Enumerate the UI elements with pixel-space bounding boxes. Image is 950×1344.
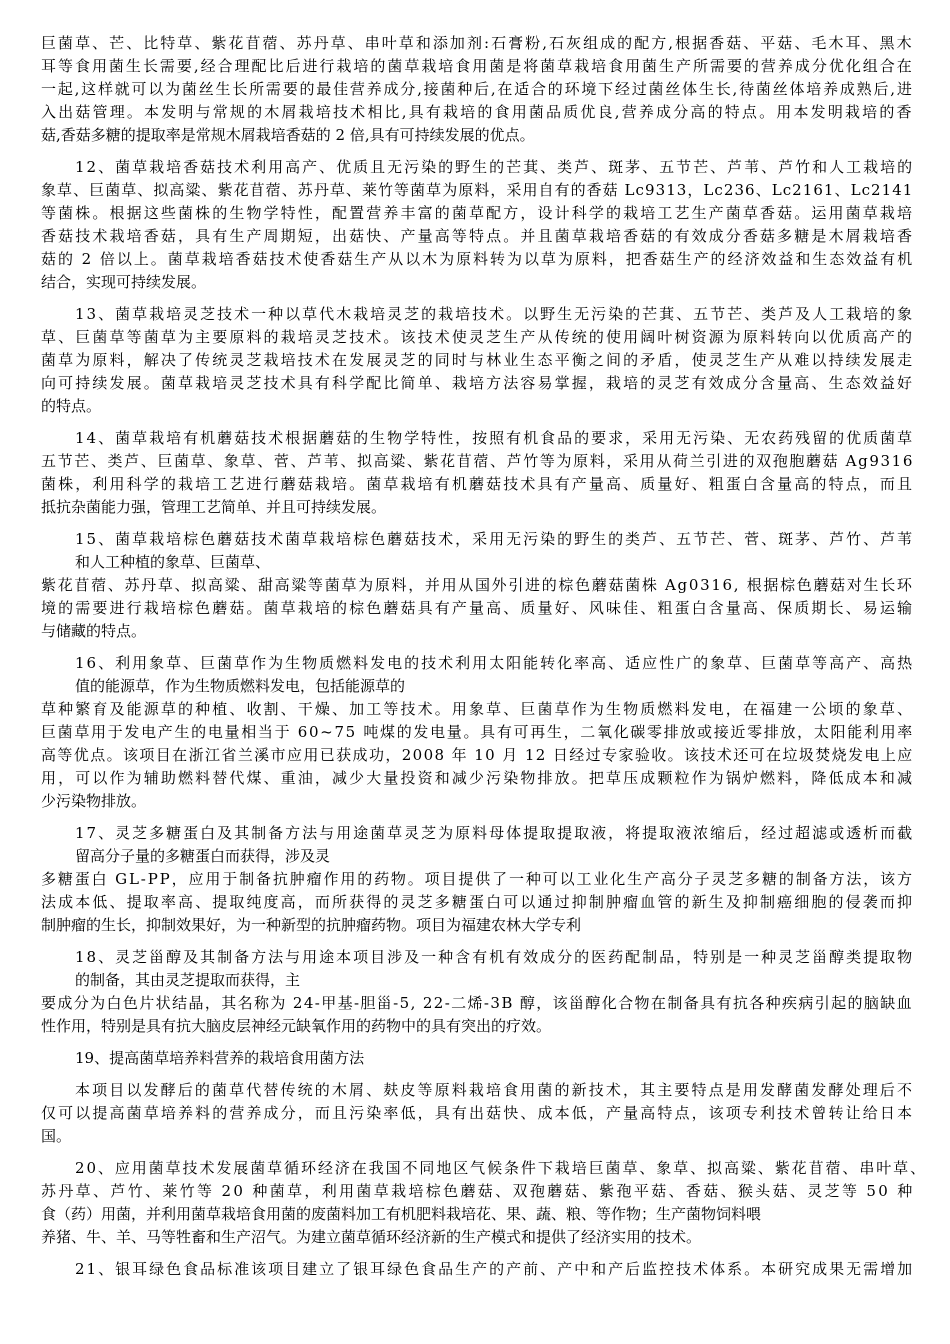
text-line bbox=[0, 821, 950, 845]
text-line-content: 与储藏的特点。 bbox=[41, 622, 147, 640]
text-line-content: 19、提高菌草培养料营养的栽培食用菌方法 bbox=[75, 1049, 365, 1067]
text-line-content: 制肿瘤的生长，抑制效果好，为一种新型的抗肿瘤药物。项目为福建农林大学专利 bbox=[41, 916, 582, 934]
text-line bbox=[0, 619, 950, 643]
text-line bbox=[0, 472, 950, 496]
text-line-content: 留高分子量的多糖蛋白而获得，涉及灵 bbox=[75, 847, 331, 865]
text-line bbox=[0, 743, 950, 767]
text-line-content: 本项目以发酵后的菌草代替传统的木屑、麸皮等原料栽培食用菌的新技术，其主要特点是用发酵菌发酵处理后不 bbox=[75, 1081, 915, 1099]
text-line-content: 的制备，其由灵芝提取而获得，主 bbox=[75, 971, 301, 989]
text-line-content: 等菌株。根据这些菌株的生物学特性，配置营养丰富的菌草配方，设计科学的栽培工艺生产菌草香菇。运用菌草栽培 bbox=[41, 204, 915, 222]
text-line bbox=[0, 890, 950, 914]
text-line-content: 养猪、牛、羊、马等牲畜和生产沼气。为建立菌草循环经济新的生产模式和提供了经济实用的技术。 bbox=[41, 1228, 702, 1246]
text-line-content: 法成本低、提取率高、提取纯度高，而所获得的灵芝多糖蛋白可以通过抑制肿瘤血管的新生及抑制癌细胞的侵袭而抑 bbox=[41, 893, 915, 911]
text-line bbox=[0, 720, 950, 744]
text-line bbox=[0, 302, 950, 326]
text-line-content: 13、菌草栽培灵芝技术一种以草代木栽培灵芝的栽培技术。以野生无污染的芒萁、五节芒、类芦及人工栽培的象 bbox=[75, 305, 915, 323]
text-line-content: 18、灵芝甾醇及其制备方法与用途本项目涉及一种含有机有效成分的医药配制品，特别是一种灵芝甾醇类提取物 bbox=[75, 948, 915, 966]
text-line bbox=[0, 789, 950, 813]
text-line bbox=[0, 426, 950, 450]
text-line bbox=[0, 325, 950, 349]
text-line-content: 菇,香菇多糖的提取率是常规木屑栽培香菇的 2 倍,具有可持续发展的优点。 bbox=[41, 126, 535, 144]
text-line-content: 和人工种植的象草、巨菌草、 bbox=[75, 553, 271, 571]
text-line bbox=[0, 1101, 950, 1125]
text-line bbox=[0, 1179, 950, 1203]
text-line-content: 少污染物排放。 bbox=[41, 792, 147, 810]
text-line bbox=[0, 247, 950, 271]
text-line-content: 21、银耳绿色食品标准该项目建立了银耳绿色食品生产的产前、产中和产后监控技术体系。本研究成果无需增加 bbox=[75, 1260, 915, 1278]
text-line-content: 耳等食用菌生长需要,经合理配比后进行栽培的菌草栽培食用菌是将菌草栽培食用菌生产所需要的营养成分优化组合在 bbox=[41, 57, 914, 75]
text-line bbox=[0, 54, 950, 78]
text-line-content: 16、利用象草、巨菌草作为生物质燃料发电的技术利用太阳能转化率高、适应性广的象草、巨菌草等高产、高热 bbox=[75, 654, 915, 672]
text-line bbox=[0, 527, 950, 551]
text-line-content: 入出菇管理。本发明与常规的木屑栽培技术相比,具有栽培的食用菌品质优良,营养成分高的特点。用本发明栽培的香 bbox=[41, 103, 914, 121]
text-line-content: 值的能源草，作为生物质燃料发电，包括能源草的 bbox=[75, 677, 406, 695]
text-line bbox=[0, 155, 950, 179]
text-line-content: 五节芒、类芦、巨菌草、象草、菅、芦苇、拟高粱、紫花苜蓿、芦竹等为原料，采用从荷兰引进的双孢胞蘑菇 Ag9316 bbox=[41, 452, 915, 470]
text-line-content: 草、巨菌草等菌草为主要原料的栽培灵芝技术。该技术使灵芝生产从传统的使用阔叶树资源为原料转向以优质高产的 bbox=[41, 328, 915, 346]
text-line-content: 15、菌草栽培棕色蘑菇技术菌草栽培棕色蘑菇技术，采用无污染的野生的类芦、五节芒、菅、斑茅、芦竹、芦苇 bbox=[75, 530, 915, 548]
text-line bbox=[0, 867, 950, 891]
text-line bbox=[0, 178, 950, 202]
text-line-content: 紫花苜蓿、苏丹草、拟高粱、甜高粱等菌草为原料，并用从国外引进的棕色蘑菇菌株 Ag0316, 根据棕色蘑菇对生长环 bbox=[41, 576, 914, 594]
text-line bbox=[0, 1078, 950, 1102]
text-line-content: 菌草为原料，解决了传统灵芝栽培技术在发展灵芝的同时与林业生态平衡之间的矛盾，使灵芝生产从难以持续发展走 bbox=[41, 351, 915, 369]
text-line bbox=[0, 945, 950, 969]
text-line bbox=[0, 123, 950, 147]
text-line bbox=[0, 77, 950, 101]
text-line bbox=[0, 1257, 950, 1281]
text-line bbox=[0, 766, 950, 790]
text-line bbox=[0, 270, 950, 294]
text-line-content: 12、菌草栽培香菇技术利用高产、优质且无污染的野生的芒萁、类芦、斑茅、五节芒、芦苇、芦竹和人工栽培的 bbox=[75, 158, 915, 176]
text-line-content: 用，可以作为辅助燃料替代煤、重油，减少大量投资和减少污染物排放。把草压成颗粒作为锅炉燃料，降低成本和减 bbox=[41, 769, 915, 787]
text-line bbox=[0, 371, 950, 395]
text-line-content: 20、应用菌草技术发展菌草循环经济在我国不同地区气候条件下栽培巨菌草、象草、拟高粱、紫花苜蓿、串叶草、 bbox=[75, 1159, 928, 1177]
text-line bbox=[0, 1202, 950, 1226]
text-line bbox=[0, 1124, 950, 1148]
text-line-content: 要成分为白色片状结晶，其名称为 24-甲基-胆甾-5, 22-二烯-3B 醇，该甾醇化合物在制备具有抗各种疾病引起的脑缺血 bbox=[41, 994, 914, 1012]
text-line-content: 向可持续发展。菌草栽培灵芝技术具有科学配比简单、栽培方法容易掌握，栽培的灵芝有效成分含量高、生态效益好 bbox=[41, 374, 915, 392]
text-line-content: 巨菌草、芒、比特草、紫花苜蓿、苏丹草、串叶草和添加剂:石膏粉,石灰组成的配方,根据香菇、平菇、毛木耳、黑木 bbox=[41, 34, 914, 52]
text-line-content: 草种繁育及能源草的种植、收割、干燥、加工等技术。用象草、巨菌草作为生物质燃料发电，在福建一公顷的象草、 bbox=[41, 700, 915, 718]
text-line-content: 境的需要进行栽培棕色蘑菇。菌草栽培的棕色蘑菇具有产量高、质量好、风味佳、粗蛋白含量高、保质期长、易运输 bbox=[41, 599, 915, 617]
text-line-content: 巨菌草用于发电产生的电量相当于 60~75 吨煤的发电量。具有可再生，二氧化碳零排放或接近零排放，太阳能利用率 bbox=[41, 723, 914, 741]
text-line bbox=[0, 1225, 950, 1249]
text-line bbox=[0, 674, 950, 698]
text-line bbox=[0, 1156, 950, 1180]
text-line-content: 高等优点。该项目在浙江省兰溪市应用已获成功，2008 年 10 月 12 日经过专家验收。该技术还可在垃圾焚烧发电上应 bbox=[41, 746, 914, 764]
text-line-content: 一起,这样就可以为菌丝生长所需要的最佳营养成分,接菌种后,在适合的环境下经过菌丝体生长,待菌丝体培养成熟后,进 bbox=[41, 80, 914, 98]
text-line bbox=[0, 224, 950, 248]
text-line-content: 抵抗杂菌能力强，管理工艺简单、并且可持续发展。 bbox=[41, 498, 387, 516]
text-line-content: 食（药）用菌，并利用菌草栽培食用菌的废菌料加工有机肥料栽培花、果、蔬、粮、等作物；生产菌物饲料喂 bbox=[41, 1205, 762, 1223]
text-line bbox=[0, 495, 950, 519]
text-line bbox=[0, 968, 950, 992]
text-line bbox=[0, 1046, 950, 1070]
text-line-content: 多糖蛋白 GL-PP，应用于制备抗肿瘤作用的药物。项目提供了一种可以工业化生产高分子灵芝多糖的制备方法，该方 bbox=[41, 870, 914, 888]
text-line-content: 苏丹草、芦竹、莱竹等 20 种菌草，利用菌草栽培棕色蘑菇、双孢蘑菇、紫孢平菇、香菇、猴头菇、灵芝等 50 种 bbox=[41, 1182, 915, 1200]
text-line-content: 菌株，利用科学的栽培工艺进行蘑菇栽培。菌草栽培有机蘑菇技术具有产量高、质量好、粗蛋白含量高的特点，而且 bbox=[41, 475, 915, 493]
text-line bbox=[0, 348, 950, 372]
text-line bbox=[0, 651, 950, 675]
text-line bbox=[0, 550, 950, 574]
text-line bbox=[0, 394, 950, 418]
text-line-content: 17、灵芝多糖蛋白及其制备方法与用途菌草灵芝为原料母体提取提取液，将提取液浓缩后，经过超滤或透析而截 bbox=[75, 824, 915, 842]
text-line bbox=[0, 697, 950, 721]
text-line bbox=[0, 31, 950, 55]
text-line-content: 香菇技术栽培香菇，具有生产周期短，出菇快、产量高等特点。并且菌草栽培香菇的有效成分香菇多糖是木屑栽培香 bbox=[41, 227, 915, 245]
text-line bbox=[0, 449, 950, 473]
text-line bbox=[0, 844, 950, 868]
text-line-content: 菇的 2 倍以上。菌草栽培香菇技术使香菇生产从以木为原料转为以草为原料，把香菇生产的经济效益和生态效益有机 bbox=[41, 250, 915, 268]
text-line-content: 国。 bbox=[41, 1127, 72, 1145]
text-line-content: 象草、巨菌草、拟高粱、紫花苜蓿、苏丹草、莱竹等菌草为原料，采用自有的香菇 Lc9313，Lc236、Lc2161、Lc2141 bbox=[41, 181, 914, 199]
text-line-content: 结合，实现可持续发展。 bbox=[41, 273, 207, 291]
text-line-content: 的特点。 bbox=[41, 397, 102, 415]
text-line bbox=[0, 100, 950, 124]
text-line bbox=[0, 573, 950, 597]
text-line bbox=[0, 1014, 950, 1038]
text-line-content: 性作用，特别是具有抗大脑皮层神经元缺氧作用的药物中的具有突出的疗效。 bbox=[41, 1017, 552, 1035]
text-line bbox=[0, 201, 950, 225]
text-line bbox=[0, 596, 950, 620]
text-line-content: 仅可以提高菌草培养料的营养成分，而且污染率低，具有出菇快、成本低，产量高特点，该项专利技术曾转让给日本 bbox=[41, 1104, 915, 1122]
text-line bbox=[0, 913, 950, 937]
text-line bbox=[0, 991, 950, 1015]
text-line-content: 14、菌草栽培有机蘑菇技术根据蘑菇的生物学特性，按照有机食品的要求，采用无污染、无农药残留的优质菌草 bbox=[75, 429, 915, 447]
